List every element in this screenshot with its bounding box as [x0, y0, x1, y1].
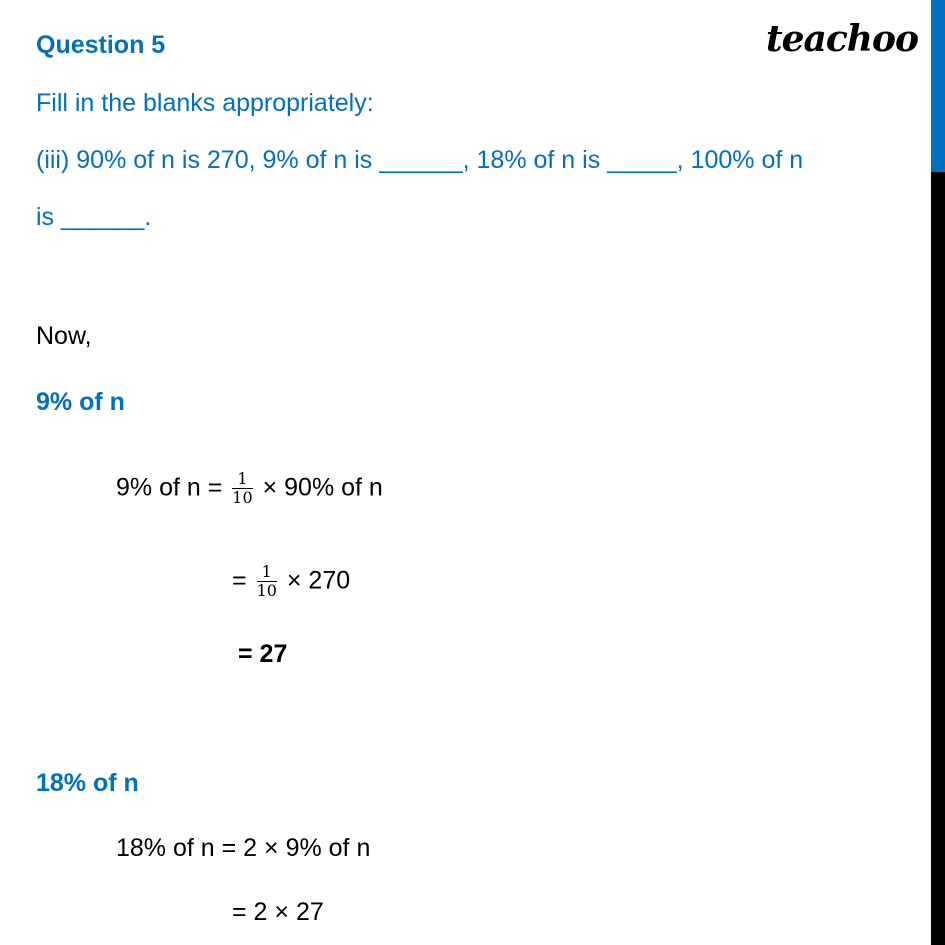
question-line-1: (iii) 90% of n is 270, 9% of n is ______, 18% of n is _____, 100% of n — [36, 146, 804, 174]
part1-step1-lhs: 9% of n = — [116, 473, 223, 502]
question-title: Question 5 — [36, 31, 166, 59]
teachoo-logo: teachoo — [766, 18, 918, 60]
part2-step2: = 2 × 27 — [232, 898, 324, 926]
side-bar-dark — [931, 172, 945, 945]
part1-step1-rhs: × 90% of n — [262, 473, 383, 502]
part1-step2 — [232, 563, 350, 601]
side-bar-accent — [931, 0, 945, 172]
question-instruction: Fill in the blanks appropriately: — [36, 89, 374, 117]
part2-heading: 18% of n — [36, 769, 139, 797]
denominator: 10 — [232, 488, 253, 508]
numerator: 1 — [257, 563, 277, 582]
part1-step2-lhs: = — [232, 566, 247, 595]
part1-result: = 27 — [238, 640, 288, 668]
part2-step1: 18% of n = 2 × 9% of n — [116, 834, 371, 862]
part1-heading: 9% of n — [36, 388, 125, 416]
denominator: 10 — [256, 581, 277, 601]
solution-intro: Now, — [36, 322, 92, 350]
fraction — [232, 470, 252, 508]
question-line-2: is ______. — [36, 203, 152, 231]
part1-step1 — [116, 470, 383, 508]
fraction — [257, 563, 277, 601]
part1-step2-rhs: × 270 — [286, 566, 351, 595]
numerator: 1 — [232, 470, 252, 489]
